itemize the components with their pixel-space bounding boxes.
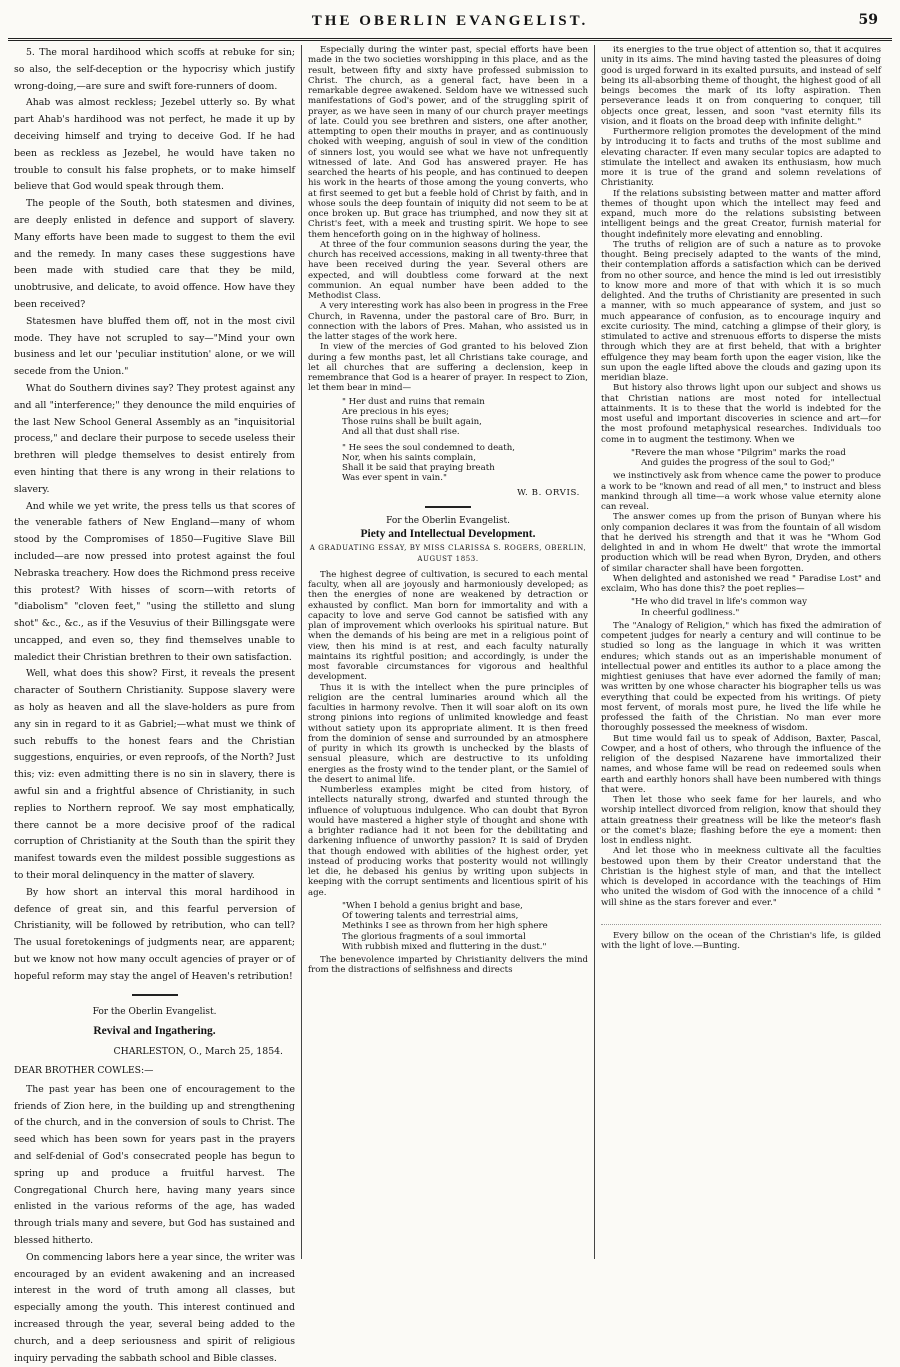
hymn-verse <box>308 397 588 484</box>
columns <box>8 45 892 1364</box>
verse-line: And all that dust shall rise. <box>342 427 460 438</box>
salutation: DEAR BROTHER COWLES:— <box>14 1065 154 1077</box>
verse-line: Are precious in his eyes; <box>342 406 450 417</box>
paragraph: Statesmen have bluffed them off, not in the most civil mode. They have not scrupled to say—"Mind your own business and let our 'peculiar institution' alone, or we will secede from the Union." <box>14 315 295 378</box>
verse-line: "Revere the man whose "Pilgrim" marks the road <box>631 447 846 458</box>
column-3 <box>594 45 887 1259</box>
paragraph: we instinctively ask from whence came the power to produce a work to be "known and read of all men," to instruct and bless mankind through all time—a work whose value eternity alone can reveal. <box>601 471 881 512</box>
paragraph: The truths of religion are of such a nature as to provoke thought. Being precisely adapted to the wants of the mind, their contemplation affords a satisfaction which can be derived from no other source, and hence the mind is led out irresistibly to know more and more of that with which it is so much delighted. And the truths of Christianity are presented in such a manner, with so much appearance of system, and just so much appearance of confusion, as to encourage inquiry and excite curiosity. The mind, catching a glimpse of their glory, is stimulated to active and strenuous efforts to disperse the mists through which they are at first beheld, that with a brighter effulgence they may beam forth upon the eager vision, like the sun upon the eagle lifted above the clouds and gazing upon its meridian blaze. <box>601 239 881 383</box>
paragraph: And let those who in meekness cultivate all the faculties bestowed upon them by their Creator understand that the Christian is the highest style of man, and that the intellect which is developed in accordance with the teachings of Him who united the wisdom of God with the innocence of a child " will shine as the stars forever and ever." <box>601 846 881 908</box>
dateline: CHARLESTON, O., March 25, 1854. <box>113 1046 283 1058</box>
verse-line: In cheerful godliness." <box>641 607 740 618</box>
signature: W. B. ORVIS. <box>517 487 580 498</box>
paragraph: But time would fail us to speak of Addison, Baxter, Pascal, Cowper, and a host of others, who through the influence of the religion of the despised Nazarene have immortalized their names, and whose fame will be read on redeemed souls when earth and earthly honors shall have been numbered with things that were. <box>601 733 881 795</box>
paragraph: On commencing labors here a year since, the writer was encouraged by an evident awakening and an increased interest in the word of truth among all classes, but especially among the youth. This interest continued and increased through the year, several being added to the church, and a deep seriousness and spirit of religious inquiry pervading the sabbath school and Bible classes. <box>14 1251 295 1364</box>
verse-line: The glorious fragments of a soul immortal <box>342 931 526 942</box>
verse-line: " He sees the soul condemned to death, <box>342 442 516 453</box>
paragraph: The answer comes up from the prison of Bunyan where his only companion declares it was from the fountain of all wisdom that he derived his strength and that it was he "Whom God delighted in and in whom He dwelt" that wrote the immortal production which will be read when Byron, Dryden, and others of similar character shall have been forgotten. <box>601 512 881 574</box>
verse-line: "When I behold a genius bright and base, <box>342 900 523 911</box>
masthead: THE OBERLIN EVANGELIST. <box>311 13 589 29</box>
verse-line: Those ruins shall be built again, <box>342 417 482 427</box>
paragraph: Numberless examples might be cited from history, of intellects naturally strong, dwarfed and stunted through the influence of voluptuous indulgence. Who can doubt that Byron would have mastered a higher style of thought and shone with a brighter radiance had it not been for the debilitating and darkening influence of unworthy passion? It is said of Dryden that though endowed with abilities of the highest order, yet instead of producing works that posterity would not willingly let die, he debased his genius by writing upon subjects in keeping with the corrupt sentiments and licentious spirit of his age. <box>308 785 588 898</box>
verse-line: Shall it be said that praying breath <box>342 463 495 473</box>
verse-line: Of towering talents and terrestrial aims, <box>342 911 519 921</box>
paragraph: And while we yet write, the press tells us that scores of the venerable fathers of New England—many of whom stood by the Compromises of 1850—Fugitive Slave Bill included—are now pressed into protest against the foul Nebraska treachery. How does the Richmond press receive this protest? With hisses of scorn—with retorts of "diabolism" "cloven feet," "using the stilletto and slung shot" &c., &c., as if the Vesuvius of their Billingsgate were uncapped, and even so, they find themselves unable to maledict their Christian brethren to their own satisfaction. <box>14 500 295 663</box>
paragraph: What do Southern divines say? They protest against any and all "interference;" they denounce the mild enquiries of the last New School General Assembly as an "inquisitorial process," and declare their purpose to secede useless their brethren will pledge themselves to desist entirely from even hinting that there is any wrong in their relations to slavery. <box>14 382 295 495</box>
for-line: For the Oberlin Evangelist. <box>92 1006 217 1017</box>
paragraph: At three of the four communion seasons during the year, the church has received accessions, making in all twenty-three that have been received during the year. Several others are expected, and will doubtless come forward at the next communion. An equal number have been added to the Methodist Class. <box>308 239 588 301</box>
verse-line: Methinks I see as thrown from her high sphere <box>342 921 548 932</box>
paragraph: The "Analogy of Religion," which has fixed the admiration of competent judges for nearly a century and will continue to be studied so long as the language in which it was written endures; which stands out as an imperishable monument of intellectual power and entitles its author to a place among the mightiest geniuses that have ever adorned the family of man; was written by one whose character his biographer tells us was everything that could be expected from his writings. Of piety most fervent, of morals most pure, he lived the life while he professed the faith of the Christian. No man ever more thoroughly possessed the meekness of wisdom. <box>601 620 881 734</box>
for-line: For the Oberlin Evangelist. <box>386 515 510 526</box>
verse-line: And guides the progress of the soul to God;" <box>641 458 835 468</box>
verse-line: Nor, when his saints complain, <box>342 452 476 463</box>
paragraph: If the relations subsisting between matter and matter afford themes of thought upon which the intellect may feed and expand, much more do the relations subsisting between intelligent beings and the great Creator, furnish material for thought indefinitely more elevating and ennobling. <box>601 188 881 240</box>
paragraph: The highest degree of cultivation, is secured to each mental faculty, when all are joyously and harmoniously developed; as then the energies of none are weakened by detraction or exhausted by conflict. Man born for immortality and with a capacity to love and serve God cannot be satisfied with any plan of improvement which overlooks his spiritual nature. But when the demands of his being are met in a religious point of view, then his mind is at rest, and each faculty naturally maintains its rightful position; and accordingly, is under the most favorable circumstances for vigorous and healthful development. <box>308 569 588 683</box>
paragraph: Furthermore religion promotes the development of the mind by introducing it to facts and truths of the most sublime and elevating character. If even many secular topics are adapted to stimulate the intellect and awaken its enthusiasm, how much more it is true of the grand and solemn revelations of Christianity. <box>601 127 881 189</box>
page-number: 59 <box>858 12 878 28</box>
byline: A GRADUATING ESSAY, BY MISS CLARISSA S. ROGERS, OBERLIN, AUGUST 1853. <box>309 544 587 563</box>
paragraph: The past year has been one of encouragement to the friends of Zion here, in the building up and strengthening of the church, and in the conversion of souls to Christ. The seed which has been sown for years past in the prayers and self-denial of God's consecrated people has begun to spring up and produce a fruitful harvest. The Congregational Church here, having many years since enlisted in the various reforms of the age, has waded through trials many and severe, but God has sustained and blessed hitherto. <box>14 1083 295 1246</box>
paragraph: In view of the mercies of God granted to his beloved Zion during a few months past, let all Christians take courage, and let all churches that are suffering a declension, keep in remembrance that God is a hearer of prayer. In respect to Zion, let them bear in mind— <box>308 342 588 394</box>
quote-verse <box>601 448 881 469</box>
verse-line: "He who did travel in life's common way <box>631 597 807 608</box>
paragraph: Well, what does this show? First, it reveals the present character of Southern Christianity. Suppose slavery were as holy as heaven and all the slave-holders as pure from any sin in regard to it as Gabriel;—what must we think of such rebuffs to the honest fears and the Christian suggestions, enquiries, or even reproofs, of the North? Just this; viz: even admitting there is no sin in slavery, there is awful sin and a frightful absence of Christianity, in such replies to Northern reproof. We say most emphatically, there cannot be a more decisive proof of the radical corruption of Christianity at the South than the spirit they manifest towards even the mildest possible suggestions as to their moral delinquency in the matter of slavery. <box>14 668 295 882</box>
verse-line: Was ever spent in vain." <box>342 473 447 484</box>
section-divider <box>132 994 178 996</box>
quote-verse <box>601 597 881 618</box>
verse-line: With rubbish mixed and fluttering in the dust." <box>342 941 547 952</box>
paragraph: The people of the South, both statesmen and divines, are deeply enlisted in defence and support of slavery. Many efforts have been made to suggest to them the evil and the remedy. In many cases these suggestions have been made with studied care that they be mild, unobtrusive, and delicate, to avoid offence. How have they been received? <box>14 198 295 310</box>
paragraph: Thus it is with the intellect when the pure principles of religion are the central luminaries around which all the faculties in harmony revolve. Then it will soar aloft on its own strong pinions into regions of unlimited knowledge and feast without satiety upon its appropriate aliment. It is then freed from the dominion of sense and surrounded by an atmosphere of purity in which its growth is unchecked by the blasts of sensual pleasure, which are destructive to its unfolding energies as the frosty wind to the tender plant, or the Samiel of the desert to animal life. <box>308 682 588 785</box>
closing-note: Every billow on the ocean of the Christian's life, is gilded with the light of love.—Bunting. <box>601 924 881 952</box>
paragraph: By how short an interval this moral hardihood in defence of great sin, and this fearful perversion of Christianity, will be followed by retribution, who can tell? The usual foretokenings of judgments near, are apparent; but we know not how many occult agencies of prayer or of hopeful reform may stay the angel of Heaven's retribution! <box>14 886 295 982</box>
paragraph: its energies to the true object of attention so, that it acquires unity in its aims. The mind having tasted the pleasures of doing good is urged forward in its exalted pursuits, and instead of self being its all-absorbing theme of thought, the highest good of all beings becomes the mark of its lofty aspiration. Then perseverance leads it on from conquering to conquer, till objects once great, lessen, and soon "vast eternity fills its vision, and it floats on the broad deep with infinite delight." <box>601 45 881 127</box>
paragraph: 5. The moral hardihood which scoffs at rebuke for sin; so also, the self-deception or the hypocrisy which justify wrong-doing,—are sure and swift fore-runners of doom. <box>14 47 295 92</box>
paragraph: Then let those who seek fame for her laurels, and who worship intellect divorced from religion, know that should they attain greatness their greatness will be like the meteor's flash or the comet's blaze; flashing before the eye a moment: then lost in endless night. <box>601 795 881 846</box>
column-2 <box>301 45 594 1259</box>
paragraph: The benevolence imparted by Christianity delivers the mind from the distractions of selfishness and directs <box>308 955 588 976</box>
page-header <box>8 8 892 41</box>
paragraph: A very interesting work has also been in progress in the Free Church, in Ravenna, under the pastoral care of Bro. Burr, in connection with the labors of Pres. Mahan, who assisted us in the latter stages of the work here. <box>308 301 588 342</box>
paragraph: Especially during the winter past, special efforts have been made in the two societies worshipping in this place, and as the result, between fifty and sixty have professed submission to Christ. The church, as a general fact, have been in a remarkable degree awakened. Seldom have we witnessed such manifestations of God's power, and of the struggling spirit of prayer, as we have seen in many of our church prayer meetings of late. Could you see brethren and sisters, one after another, attempting to open their mouths in prayer, and as continuously choked with weeping, anguish of soul in view of the condition of sinners lost, you would see what we have not unfrequently witnessed of late. And God has answered prayer. He has searched the hearts of his people, and has continued to deepen his work in the hearts of those among the young converts, who at first seemed to get but a feeble hold of Christ by faith, and in whose souls the deep fountain of iniquity did not seem to be at once broken up. But grace has triumphed, and now they sit at Christ's feet, with a meek and trusting spirit. We hope to see them henceforth going on in the highway of holiness. <box>308 45 588 240</box>
verse-line: " Her dust and ruins that remain <box>342 396 485 407</box>
article-title: Revival and Ingathering. <box>93 1025 216 1038</box>
section-divider <box>425 506 471 508</box>
poem-verse <box>308 901 588 952</box>
paragraph: When delighted and astonished we read " Paradise Lost" and exclaim, Who has done this? the poet replies— <box>601 573 881 594</box>
paragraph: Ahab was almost reckless; Jezebel utterly so. By what part Ahab's hardihood was not perfect, he made it up by deceiving himself and trying to deceive God. If he had been as reckless as Jezebel, he would have taken no trouble to consult his false prophets, or to make himself believe that God would speak through them. <box>14 97 295 193</box>
paragraph: But history also throws light upon our subject and shows us that Christian nations are most noted for intellectual attainments. It is to these that the world is indebted for the most useful and important discoveries in science and art—for the most profound metaphysical researches. Individuals too come in to augment the testimony. When we <box>601 383 881 445</box>
column-1 <box>8 45 301 1364</box>
article-title: Piety and Intellectual Development. <box>360 528 536 540</box>
